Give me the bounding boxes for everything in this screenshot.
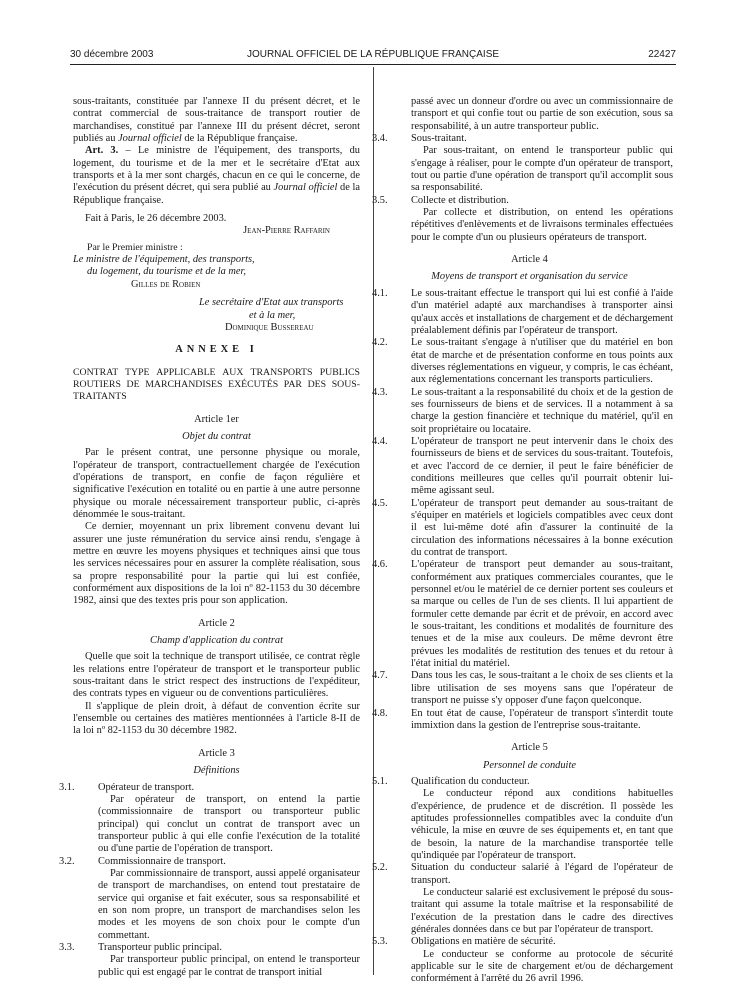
item-5-1 (372, 775, 673, 862)
item-text: Par commissionnaire de transport, aussi appelé organisateur de transport de marchandises, on entend tout prestataire de service qui organise et fait exécuter, sous sa responsabilité et en son nom propre, un transport de marchandises selon les modes et les moyens de son choix pour le compte d'un commettant. (98, 867, 360, 941)
item-4-8 (372, 707, 673, 733)
item-4-4 (372, 435, 673, 498)
paragraph-article-3-decree: Art. 3. – Le ministre de l'équipement, des transports, du logement, du tourisme et de la mer et le secrétaire d'Etat aux transports et à la mer sont chargés, chacun en ce qui le concerne, de l'exécution du présent décret, qui sera publié au Journal officiel de la République française. (73, 145, 360, 206)
item-number: 4.8. (372, 707, 388, 719)
item-number: 4.1. (372, 287, 388, 299)
item-4-5 (372, 497, 673, 560)
item-heading: Commissionnaire de transport. (98, 855, 226, 867)
article-5-subtitle: Personnel de conduite (483, 759, 576, 771)
item-number: 3.2. (59, 855, 75, 867)
item-5-3 (372, 936, 673, 985)
item-number: 4.5. (372, 497, 388, 509)
item-number: 4.7. (372, 670, 388, 682)
item-text: L'opérateur de transport peut demander au sous-traitant de s'équiper en matériels et logiciels compatibles avec ceux dont il est lui-même doté afin d'assurer la continuité de la circulation des informations nécessaires à la bonne exécution du contrat de transport. (411, 497, 673, 559)
item-3-2 (59, 855, 360, 942)
item-4-3 (372, 386, 673, 436)
article-5-title: Article 5 (511, 742, 548, 754)
item-number: 4.2. (372, 337, 388, 349)
left-column (59, 96, 360, 979)
item-3-4 (372, 133, 673, 195)
header-page-number: 22427 (648, 49, 676, 60)
article-3-subtitle: Définitions (193, 765, 240, 777)
item-number: 3.1. (59, 781, 75, 793)
item-4-1 (372, 287, 673, 337)
item-text: Le conducteur salarié est exclusivement le préposé du sous-traitant qui assume la totale maîtrise et la responsabilité de l'exécution de la prestation dans le cadre des directives générales données dans ce but par l'opérateur de transport. (411, 886, 673, 935)
item-heading: Opérateur de transport. (98, 781, 195, 793)
item-4-7 (372, 670, 673, 707)
item-number: 4.4. (372, 435, 388, 447)
item-heading: Qualification du conducteur. (411, 775, 530, 787)
item-number: 5.3. (372, 936, 388, 948)
minister-title-line-2: du logement, du tourisme et de la mer, (87, 266, 247, 278)
item-text: Par collecte et distribution, on entend les opérations répétitives d'enlèvements et de livraisons terminales effectuées pour le compte d'un ou plusieurs opérateurs de transport. (411, 207, 673, 243)
item-heading: Situation du conducteur salarié à l'égard de l'opérateur de transport. (411, 862, 673, 886)
article-2-title: Article 2 (198, 617, 235, 629)
item-3-3 (59, 941, 360, 979)
header-journal-title: JOURNAL OFFICIEL DE LA RÉPUBLIQUE FRANÇAISE (246, 49, 500, 60)
item-text: En tout état de cause, l'opérateur de transport s'interdit toute immixtion dans la gestion de l'entreprise sous-traitante. (411, 707, 673, 731)
signature-intro: Par le Premier ministre : (87, 241, 183, 253)
header-date: 30 décembre 2003 (70, 49, 154, 60)
item-number: 3.4. (372, 133, 388, 145)
article-1-title: Article 1er (194, 413, 239, 425)
paragraph-annex-publication: sous-traitants, constituée par l'annexe II du présent décret, et le contrat commercial de sous-traitance de transport routier de marchandises, constitué par l'annexe III du présent décret, seront publiés au Journal officiel de la République française. (73, 96, 360, 145)
item-text: Le sous-traitant a la responsabilité du choix et de la gestion de ses fournisseurs de biens et de services. Il a notamment à sa charge la gestion financière et technique du matériel, qu'il en soit propriétaire ou locataire. (411, 386, 673, 435)
minister-title-line-1: Le ministre de l'équipement, des transports, (73, 254, 255, 266)
item-text: Le conducteur se conforme au protocole de sécurité applicable sur le site de chargement et/ou de déchargement conformément à l'arrêté du 26 avril 1996. (411, 948, 673, 985)
item-text: Par sous-traitant, on entend le transporteur public qui s'engage à réaliser, pour le compte d'un opérateur de transport, tout ou partie d'une opération de transport qu'il accomplit sous sa responsabilité. (411, 145, 673, 194)
item-5-2 (372, 862, 673, 936)
item-text: Le sous-traitant s'engage à n'utiliser que du matériel en bon état de marche et de présentation conforme en tous points aux diverses réglementations en vigueur, y compris, le cas échéant, aux réglementations concernant les transports particuliers. (411, 337, 673, 386)
article-1-paragraph-2: Ce dernier, moyennant un prix librement convenu devant lui assurer une juste rémunération du service ainsi rendu, s'engage à mettre en œuvre les moyens physiques et techniques ainsi que tous les services nécessaires pour en assurer la complète réalisation, sous sa propre responsabilité pour la partie qui lui est confiée, conformément aux dispositions de la loi nº 82-1153 du 30 décembre 1982, ainsi que des textes pris pour son application. (73, 521, 360, 607)
item-text: Par opérateur de transport, on entend la partie (commissionnaire de transport ou transporteur public principal) qui conclut un contrat de transport avec un transporteur public à qui elle confie l'exécution de la totalité ou d'une partie de l'opération de transport. (98, 793, 360, 855)
item-number: 4.3. (372, 386, 388, 398)
right-column (372, 96, 673, 986)
signature-date: Fait à Paris, le 26 décembre 2003. (85, 213, 227, 225)
item-number: 5.1. (372, 775, 388, 787)
signature-minister: Gilles de Robien (131, 278, 201, 290)
secretary-title-line-2: et à la mer, (249, 309, 296, 321)
item-heading: Transporteur public principal. (98, 941, 222, 953)
item-number: 4.6. (372, 559, 388, 571)
article-3-title: Article 3 (198, 747, 235, 759)
item-4-6 (372, 559, 673, 670)
item-heading: Obligations en matière de sécurité. (411, 936, 556, 948)
secretary-title-line-1: Le secrétaire d'Etat aux transports (199, 297, 344, 309)
article-1-subtitle: Objet du contrat (182, 430, 251, 442)
item-number: 3.5. (372, 194, 388, 206)
item-3-1 (59, 781, 360, 856)
article-2-paragraph-2: Il s'applique de plein droit, à défaut de convention écrite sur l'ensemble ou certaines des matières mentionnées à l'article 8-II de la loi nº 82-1153 du 30 décembre 1982. (73, 700, 360, 737)
annex-heading: ANNEXE I (175, 344, 258, 356)
item-text: Par transporteur public principal, on entend le transporteur public qui est engagé par le contrat de transport initial (98, 954, 360, 978)
page-header (70, 49, 676, 63)
item-text: L'opérateur de transport ne peut intervenir dans le choix des fournisseurs de biens et de services du sous-traitant. Toutefois, et avec l'accord de ce dernier, il peut le faire bénéficier de conditions meilleures que celles qu'il pourrait obtenir lui-même agissant seul. (411, 435, 673, 497)
item-text-continued: passé avec un donneur d'ordre ou avec un commissionnaire de transport et qui confie tout ou partie de son exécution, sous sa responsabilité, à un autre transporteur public. (411, 96, 673, 132)
article-2-subtitle: Champ d'application du contrat (150, 635, 283, 647)
header-rule (70, 64, 676, 65)
article-1-paragraph-1: Par le présent contrat, une personne physique ou morale, l'opérateur de transport, contractuellement chargée de l'exécution d'opérations de transport, en confie de façon régulière et significative l'exécution en totalité ou en partie à une autre personne physique ou morale nécessairement transporteur public, ci-après dénommée le sous-traitant. (73, 447, 360, 520)
contract-title: CONTRAT TYPE APPLICABLE AUX TRANSPORTS PUBLICS ROUTIERS DE MARCHANDISES EXÉCUTÉS PAR DES SOUS-TRAITANTS (73, 366, 360, 403)
item-heading: Sous-traitant. (411, 133, 467, 145)
article-4-title: Article 4 (511, 254, 548, 266)
item-text: Le sous-traitant effectue le transport qui lui est confié à l'aide d'un matériel adapté aux marchandises à transporter ainsi qu'aux accès et installations de chargement et de déchargement préalablement définis par l'opérateur de transport. (411, 287, 673, 336)
item-heading: Collecte et distribution. (411, 194, 509, 206)
signature-secretary: Dominique Bussereau (225, 321, 314, 333)
signature-prime-minister: Jean-Pierre Raffarin (243, 225, 330, 237)
item-text: Le conducteur répond aux conditions habituelles d'expérience, de prudence et de discrétion. Il possède les aptitudes professionnelles compatibles avec la conduite d'un véhicule, la mise en œuvre de ses équipements et, en tant que de besoin, la nature de la marchandise transportée telle qu'indiquée par l'opérateur de transport. (411, 788, 673, 861)
item-4-2 (372, 337, 673, 386)
item-3-3-continued (386, 96, 673, 133)
item-text: L'opérateur de transport peut demander au sous-traitant, conformément aux pratiques commerciales courantes, que le personnel et/ou le matériel de ce dernier portent ses couleurs et sa marque ou celles de l'un de ses clients. Il lui appartient de formuler cette demande par écrit et de prévoir, en accord avec le sous-traitant, les conditions et modalités de fourniture des tenues et de la mise aux couleurs. De même devront être prévues les modalités de restitution des tenues et du retour à l'état initial du matériel. (411, 559, 673, 670)
item-number: 3.3. (59, 941, 75, 953)
item-3-5 (372, 194, 673, 244)
article-4-subtitle: Moyens de transport et organisation du service (431, 271, 628, 283)
item-text: Dans tous les cas, le sous-traitant a le choix de ses clients et la libre utilisation de ses moyens sans que l'opérateur de transport ne puisse s'y opposer d'une façon quelconque. (411, 670, 673, 707)
item-number: 5.2. (372, 862, 388, 874)
article-2-paragraph-1: Quelle que soit la technique de transport utilisée, ce contrat règle les relations entre l'opérateur de transport et le transporteur public sous-traitant dans le strict respect des instructions de l'expéditeur, des contrats types en vigueur ou de conventions particulières. (73, 651, 360, 700)
